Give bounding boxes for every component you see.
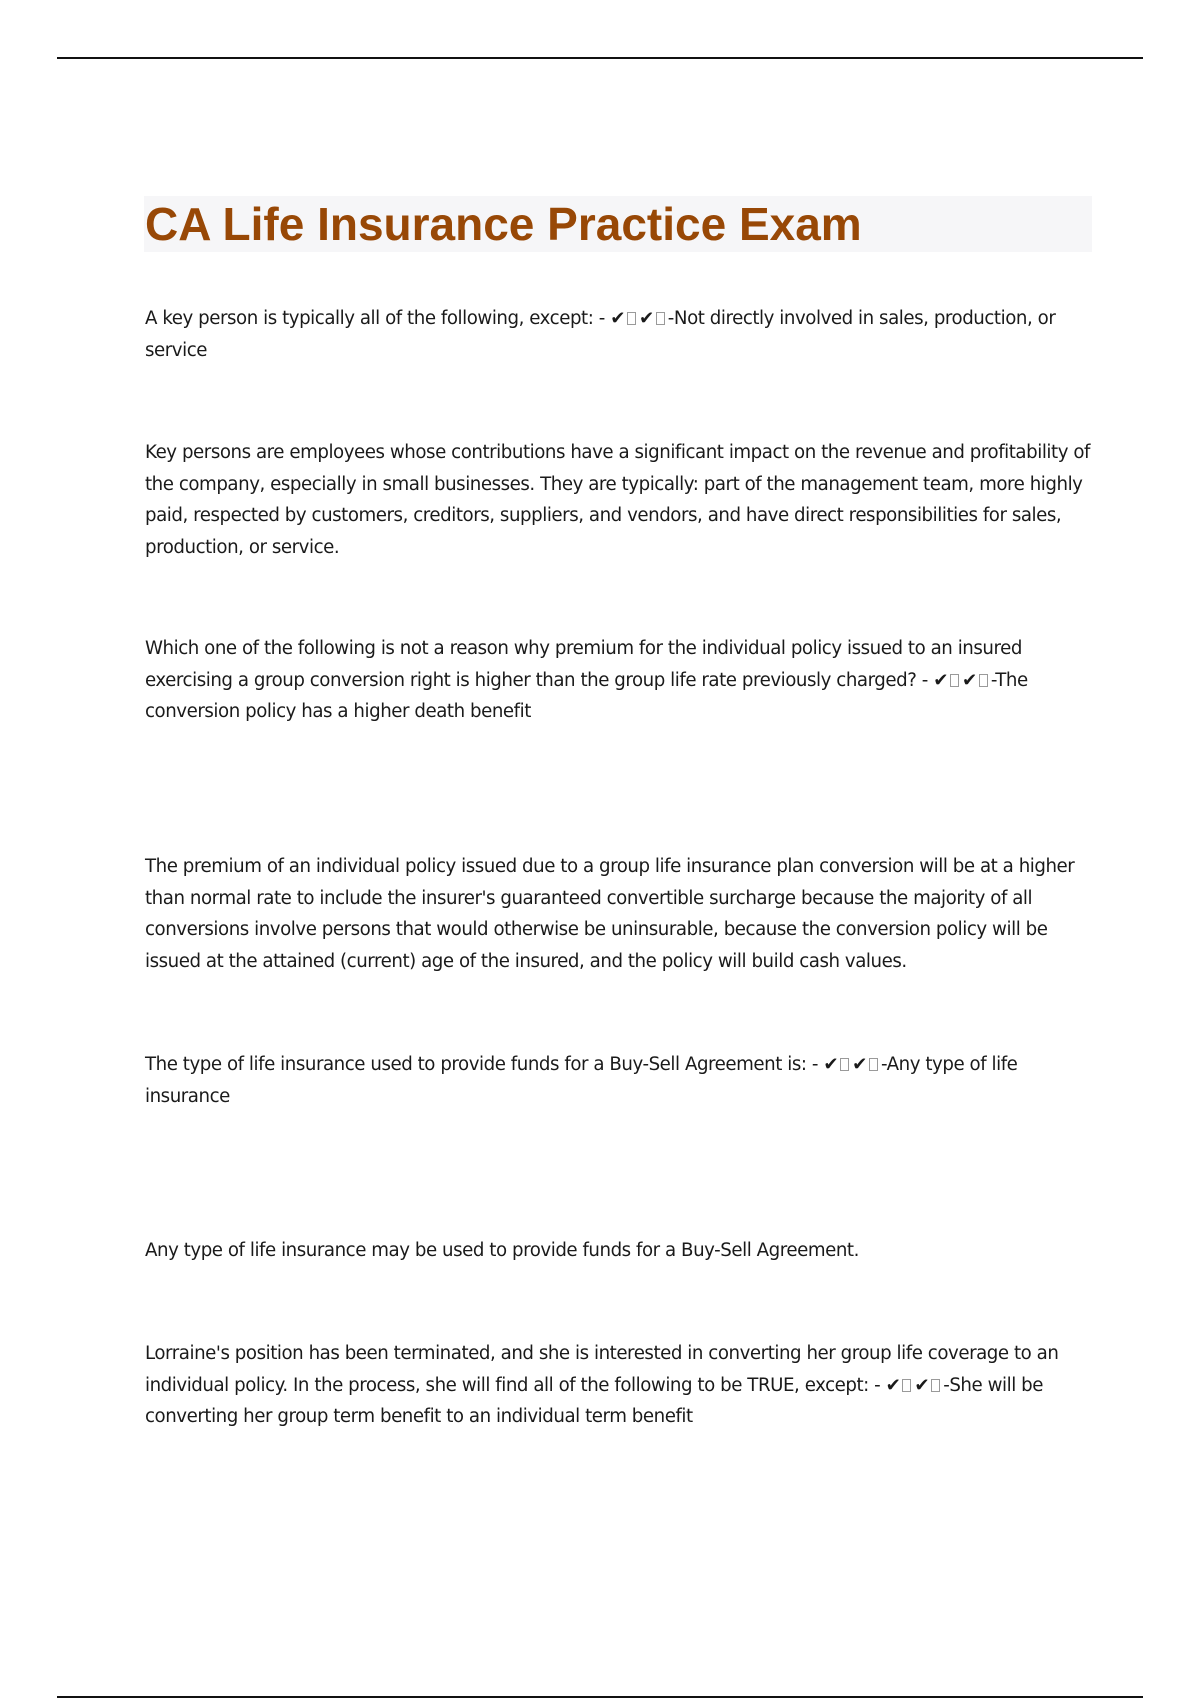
check-mark-icon: ✔ xyxy=(639,308,654,329)
check-mark-icon: ✔ xyxy=(852,1054,867,1075)
check-mark-icon: ✔ xyxy=(823,1054,839,1075)
question-1 xyxy=(145,303,1095,366)
check-mark-icon: ✔ xyxy=(610,308,625,329)
box-glyph-icon xyxy=(979,674,988,687)
question-4 xyxy=(145,1338,1095,1433)
question-2 xyxy=(145,633,1095,728)
box-glyph-icon xyxy=(840,1058,849,1071)
box-glyph-icon xyxy=(902,1379,911,1392)
box-glyph-icon xyxy=(931,1379,940,1392)
box-glyph-icon xyxy=(656,312,665,325)
question-2-text: Which one of the following is not a reason why premium for the individual policy issued to an insured exercising a group conversion right is higher than the group life rate previously charged? - xyxy=(145,638,1022,691)
bottom-rule xyxy=(57,1696,1143,1698)
box-glyph-icon xyxy=(869,1058,878,1071)
box-glyph-icon xyxy=(950,674,959,687)
answer-1-text: -Not directly involved in sales, production, or service xyxy=(145,308,1056,361)
check-mark-icon: ✔ xyxy=(933,669,949,691)
answer-4-text: -She will be converting her group term benefit to an individual term benefit xyxy=(145,1374,1043,1427)
explanation-3: Any type of life insurance may be used to provide funds for a Buy-Sell Agreement. xyxy=(145,1240,859,1261)
explanation-2: The premium of an individual policy issued due to a group life insurance plan conversion will be at a higher than normal rate to include the insurer's guaranteed convertible surcharge because the majority of all conversions involve persons that would otherwise be uninsurable, because the conversion policy will be issued at the attained (current) age of the insured, and the policy will build cash values. xyxy=(145,856,1075,972)
top-rule xyxy=(57,57,1143,59)
question-3 xyxy=(145,1049,1095,1112)
question-1-text: A key person is typically all of the following, except: - xyxy=(145,308,611,329)
box-glyph-icon xyxy=(627,312,636,325)
check-mark-icon: ✔ xyxy=(914,1374,930,1396)
answer-2-text: -The conversion policy has a higher death benefit xyxy=(145,669,1028,722)
question-4-text: Lorraine's position has been terminated, and she is interested in converting her group life coverage to an individual policy. In the process, she will find all of the following to be TRUE, except: - xyxy=(145,1343,1059,1396)
page-title: CA Life Insurance Practice Exam xyxy=(145,198,862,250)
answer-3-text: -Any type of life insurance xyxy=(145,1054,1018,1107)
question-3-text: The type of life insurance used to provide funds for a Buy-Sell Agreement is: - xyxy=(145,1054,824,1075)
explanation-1: Key persons are employees whose contributions have a significant impact on the revenue and profitability of the company, especially in small businesses. They are typically: part of the management team, more highly paid, respected by customers, creditors, suppliers, and vendors, and have direct responsibilities for sales, production, or service. xyxy=(145,442,1090,558)
check-mark-icon: ✔ xyxy=(962,669,977,691)
check-mark-icon: ✔ xyxy=(885,1374,901,1396)
